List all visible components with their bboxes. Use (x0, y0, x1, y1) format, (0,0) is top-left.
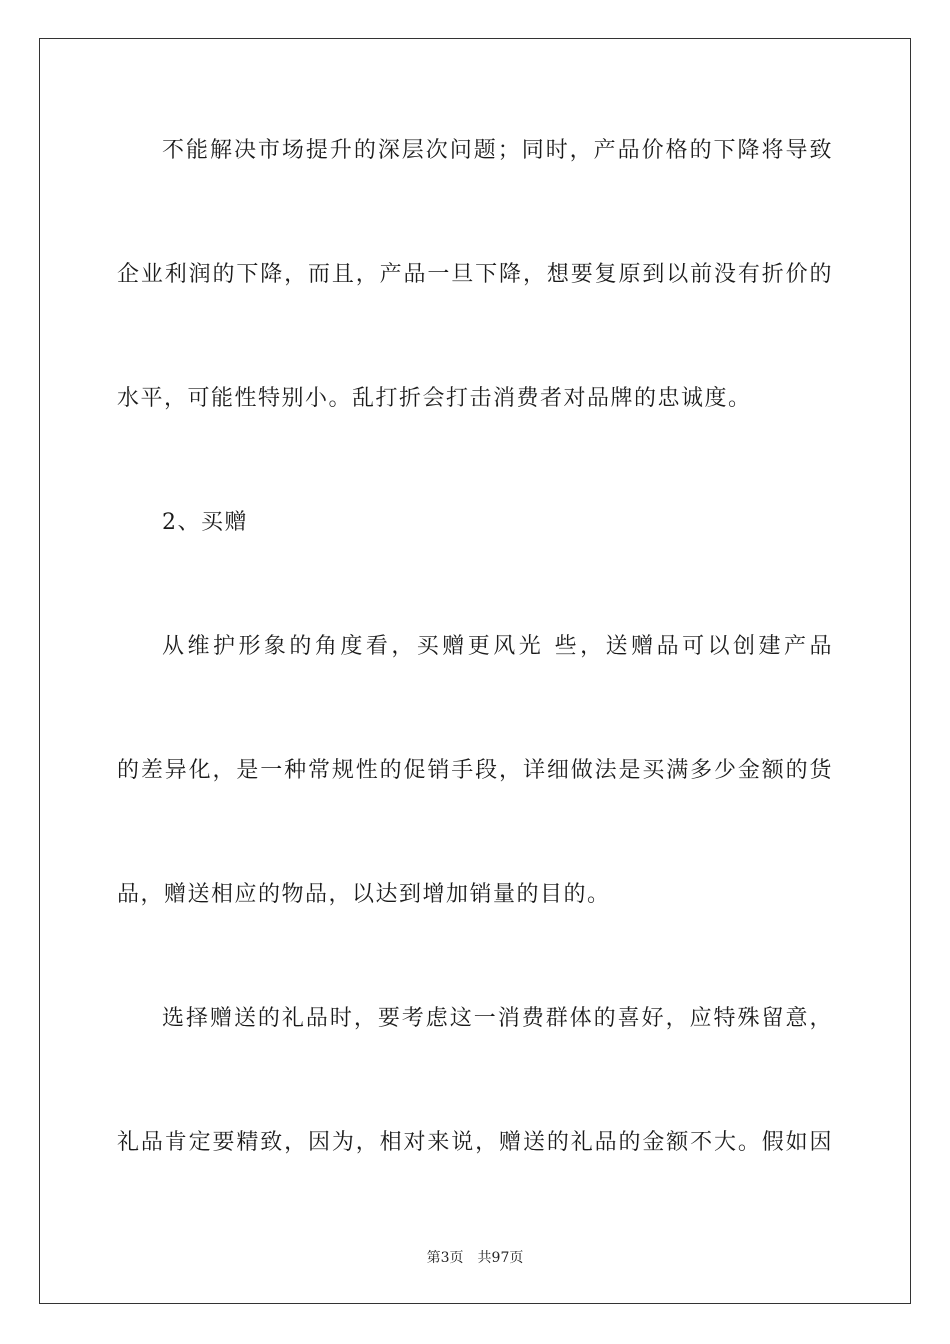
body-text-line: 从维护形象的角度看，买赠更风光 些，送赠品可以创建产品 (162, 634, 833, 659)
page-footer (0, 1247, 950, 1267)
section-heading: 2、买赠 (162, 510, 248, 535)
body-text-line: 品，赠送相应的物品，以达到增加销量的目的。 (117, 882, 611, 907)
page-frame (39, 38, 911, 1304)
body-text-line: 不能解决市场提升的深层次问题；同时，产品价格的下降将导致 (162, 138, 833, 163)
body-text-line: 水平，可能性特别小。乱打折会打击消费者对品牌的忠诚度。 (117, 386, 752, 411)
body-text-line: 选择赠送的礼品时，要考虑这一消费群体的喜好，应特殊留意， (162, 1006, 833, 1031)
body-text-line: 的差异化，是一种常规性的促销手段，详细做法是买满多少金额的货 (117, 758, 833, 783)
page-total: 共97页 (477, 1250, 524, 1266)
body-text-line: 礼品肯定要精致，因为，相对来说，赠送的礼品的金额不大。假如因 (117, 1130, 833, 1155)
body-text-line: 企业利润的下降，而且，产品一旦下降，想要复原到以前没有折价的 (117, 262, 833, 287)
page-number: 第3页 (426, 1250, 464, 1266)
